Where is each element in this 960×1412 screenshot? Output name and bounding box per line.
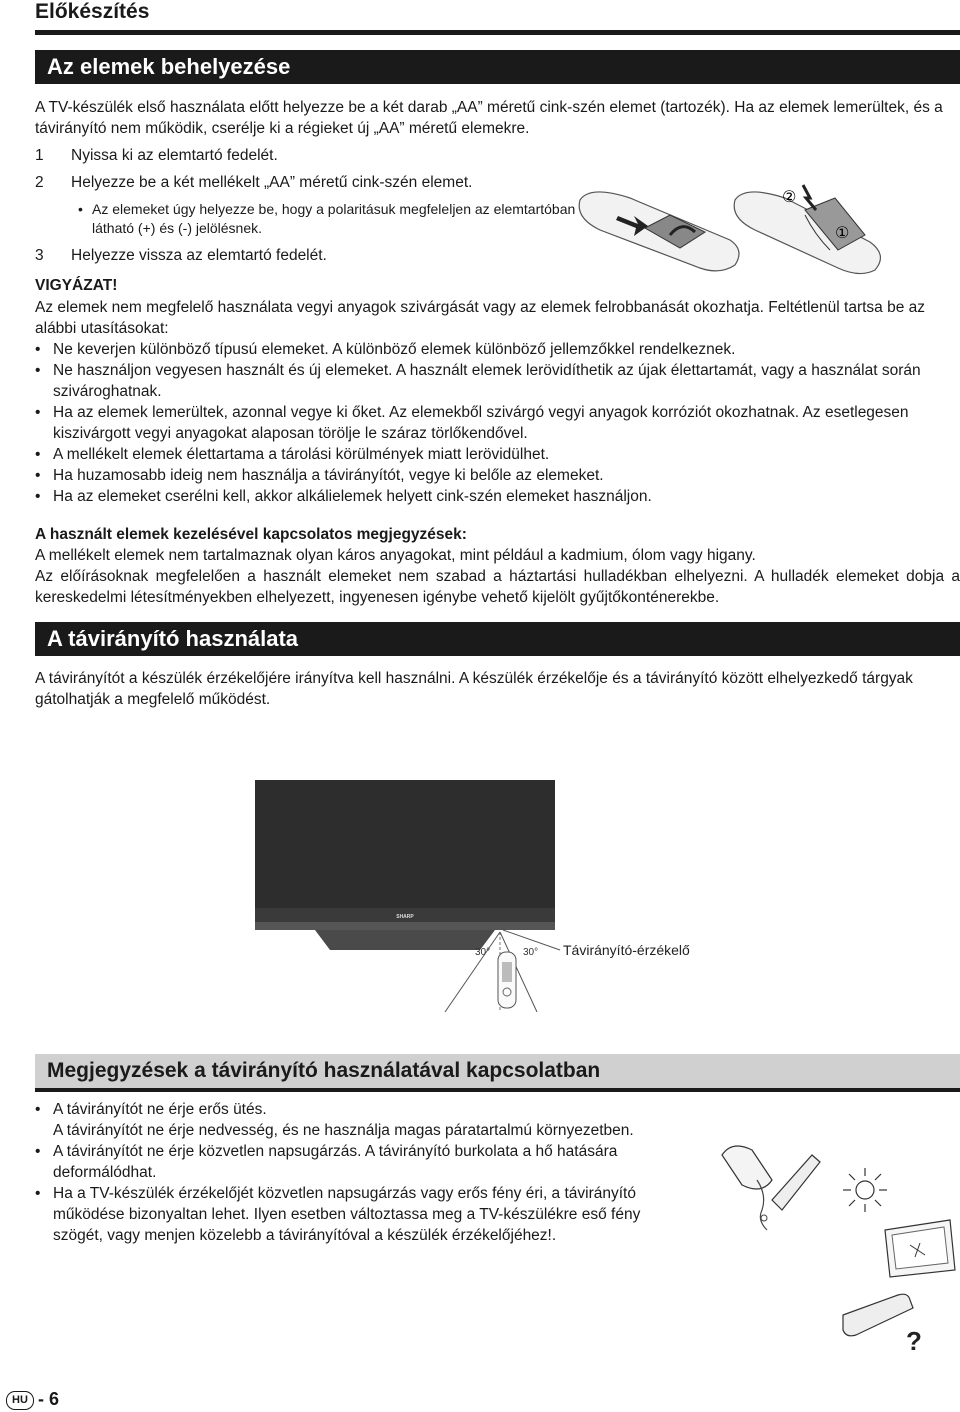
remote-control xyxy=(772,1155,820,1210)
section-heading-remote-notes: Megjegyzések a távirányító használatával kapcsolatban xyxy=(35,1054,960,1088)
angle-right-label: 30° xyxy=(523,947,539,958)
used-batteries-text-2: Az előírásoknak megfelelően a használt elemeket nem szabad a háztartási hulladékban elhelyezni. A hulladék elemeket dobja a kereskedelmi létesítményekben elhelyezett, ingyenesen igénybe vehető kijelölt gyűjtőkonténerekbe. xyxy=(35,568,960,606)
sensor-label: Távirányító-érzékelő xyxy=(563,942,690,958)
list-item: • Ne keverjen különböző típusú elemeket. A különböző elemek különböző jellemzőkkel rendelkeznek. xyxy=(35,339,960,360)
step-number: 1 xyxy=(35,147,44,164)
glass-icon xyxy=(722,1146,772,1189)
list-item: • Ha az elemeket cserélni kell, akkor alkálielemek helyett cink-szén elemeket használjon. xyxy=(35,486,960,507)
note-line: A távirányítót ne érje közvetlen napsugárzás. A távirányító burkolata a hő hatására deformálódhat. xyxy=(53,1143,618,1181)
polarity-note-text: Az elemeket úgy helyezze be, hogy a polaritásuk megfeleljen az elemtartóban látható (+) és (-) jelölésnek. xyxy=(92,201,576,236)
bullet-dot: • xyxy=(35,1185,41,1202)
list-item: • Ha huzamosabb ideig nem használja a távirányítót, vegye ki belőle az elemeket. xyxy=(35,465,960,486)
list-item: • A mellékelt elemek élettartama a tárolási körülmények miatt lerövidülhet. xyxy=(35,444,960,465)
tv-remote-illustration xyxy=(255,780,715,1020)
step-2 xyxy=(35,172,472,193)
used-batteries-text-1: A mellékelt elemek nem tartalmaznak olyan káros anyagokat, mint például a kadmium, ólom vagy higany. xyxy=(35,547,756,564)
step-number: 2 xyxy=(35,174,44,191)
list-item xyxy=(35,1183,668,1246)
note-line: A távirányítót ne érje erős ütés. xyxy=(53,1101,267,1118)
step-1 xyxy=(35,145,278,166)
figure-label-one: ① xyxy=(835,223,850,242)
step-text: Helyezze vissza az elemtartó fedelét. xyxy=(71,247,327,264)
page-title: Előkészítés xyxy=(35,0,150,23)
angle-left-label: 30° xyxy=(475,947,491,958)
bullet-dot: • xyxy=(35,1143,41,1160)
remote-confused-illustration xyxy=(838,1290,938,1360)
notes-rule xyxy=(35,1088,960,1092)
polarity-note xyxy=(78,200,582,238)
page-number: - 6 xyxy=(38,1389,60,1409)
step-text: Nyissa ki az elemtartó fedelét. xyxy=(71,147,278,164)
caution-list xyxy=(35,339,960,507)
used-batteries-title: A használt elemek kezelésével kapcsolatos megjegyzések: xyxy=(35,526,467,543)
list-item xyxy=(35,1141,653,1183)
title-rule xyxy=(35,30,960,35)
batteries-intro: A TV-készülék első használata előtt helyezze be a két darab „AA” méretű cink-szén elemet (tartozék). Ha az elemek lemerültek, és a távirányító nem működik, cserélje ki a régieket új „AA” méretű elemekre. xyxy=(35,99,943,137)
caution-title: VIGYÁZAT! xyxy=(35,277,118,294)
section-heading-batteries: Az elemek behelyezése xyxy=(35,50,960,84)
remote-notes-list xyxy=(35,1099,735,1246)
tv-stand xyxy=(315,930,495,950)
water-on-remote-illustration xyxy=(712,1140,822,1240)
tv-brand-logo: SHARP xyxy=(396,914,414,920)
note-line: Ha a TV-készülék érzékelőjét közvetlen napsugárzás vagy erős fény éri, a távirányító működése bizonyaltan lehet. Ilyen esetben változtassa meg a TV-készülékre eső fény szögét, vagy menjen közelebb a távirányítóval a készülék érzékelőjéhez!. xyxy=(53,1185,641,1244)
remote-use-text: A távirányítót a készülék érzékelőjére irányítva kell használni. A készülék érzékelője és a távirányító között elhelyezkedő tárgyak gátolhatják a megfelelő működést. xyxy=(35,670,913,708)
bullet-dot: • xyxy=(78,201,83,217)
sun-icon xyxy=(840,1165,890,1215)
language-badge: HU xyxy=(6,1391,34,1410)
battery-insertion-illustration xyxy=(570,180,890,280)
remote-control xyxy=(843,1294,913,1336)
step-text: Helyezze be a két mellékelt „AA” méretű cink-szén elemet. xyxy=(71,174,473,191)
bullet-dot: • xyxy=(35,1101,41,1118)
section-heading-remote-use: A távirányító használata xyxy=(35,622,960,656)
question-mark-icon: ? xyxy=(906,1326,922,1356)
list-item: • Ha az elemek lemerültek, azonnal vegye ki őket. Az elemekből szivárgó vegyi anyagok korróziót okozhatnak. Az esetlegesen kiszivárgott vegyi anyagokat alaposan törölje le száraz törlőkendővel. xyxy=(35,402,960,444)
caution-intro: Az elemek nem megfelelő használata vegyi anyagok szivárgását vagy az elemek felrobbanását okozhatja. Feltétlenül tartsa be az alábbi utasításokat: xyxy=(35,299,926,337)
tv-in-sunlight-illustration xyxy=(880,1215,960,1290)
list-item xyxy=(35,1099,735,1141)
note-line: A távirányítót ne érje nedvesség, és ne használja magas páratartalmú környezetben. xyxy=(53,1122,634,1139)
list-item: • Ne használjon vegyesen használt és új elemeket. A használt elemek lerövidíthetik az újak élettartamát, vagy a használat során szivároghatnak. xyxy=(35,360,960,402)
step-number: 3 xyxy=(35,247,44,264)
tv-screen xyxy=(255,780,555,908)
arrow-icon xyxy=(803,185,816,210)
step-3 xyxy=(35,245,327,266)
figure-label-two: ② xyxy=(782,187,797,206)
